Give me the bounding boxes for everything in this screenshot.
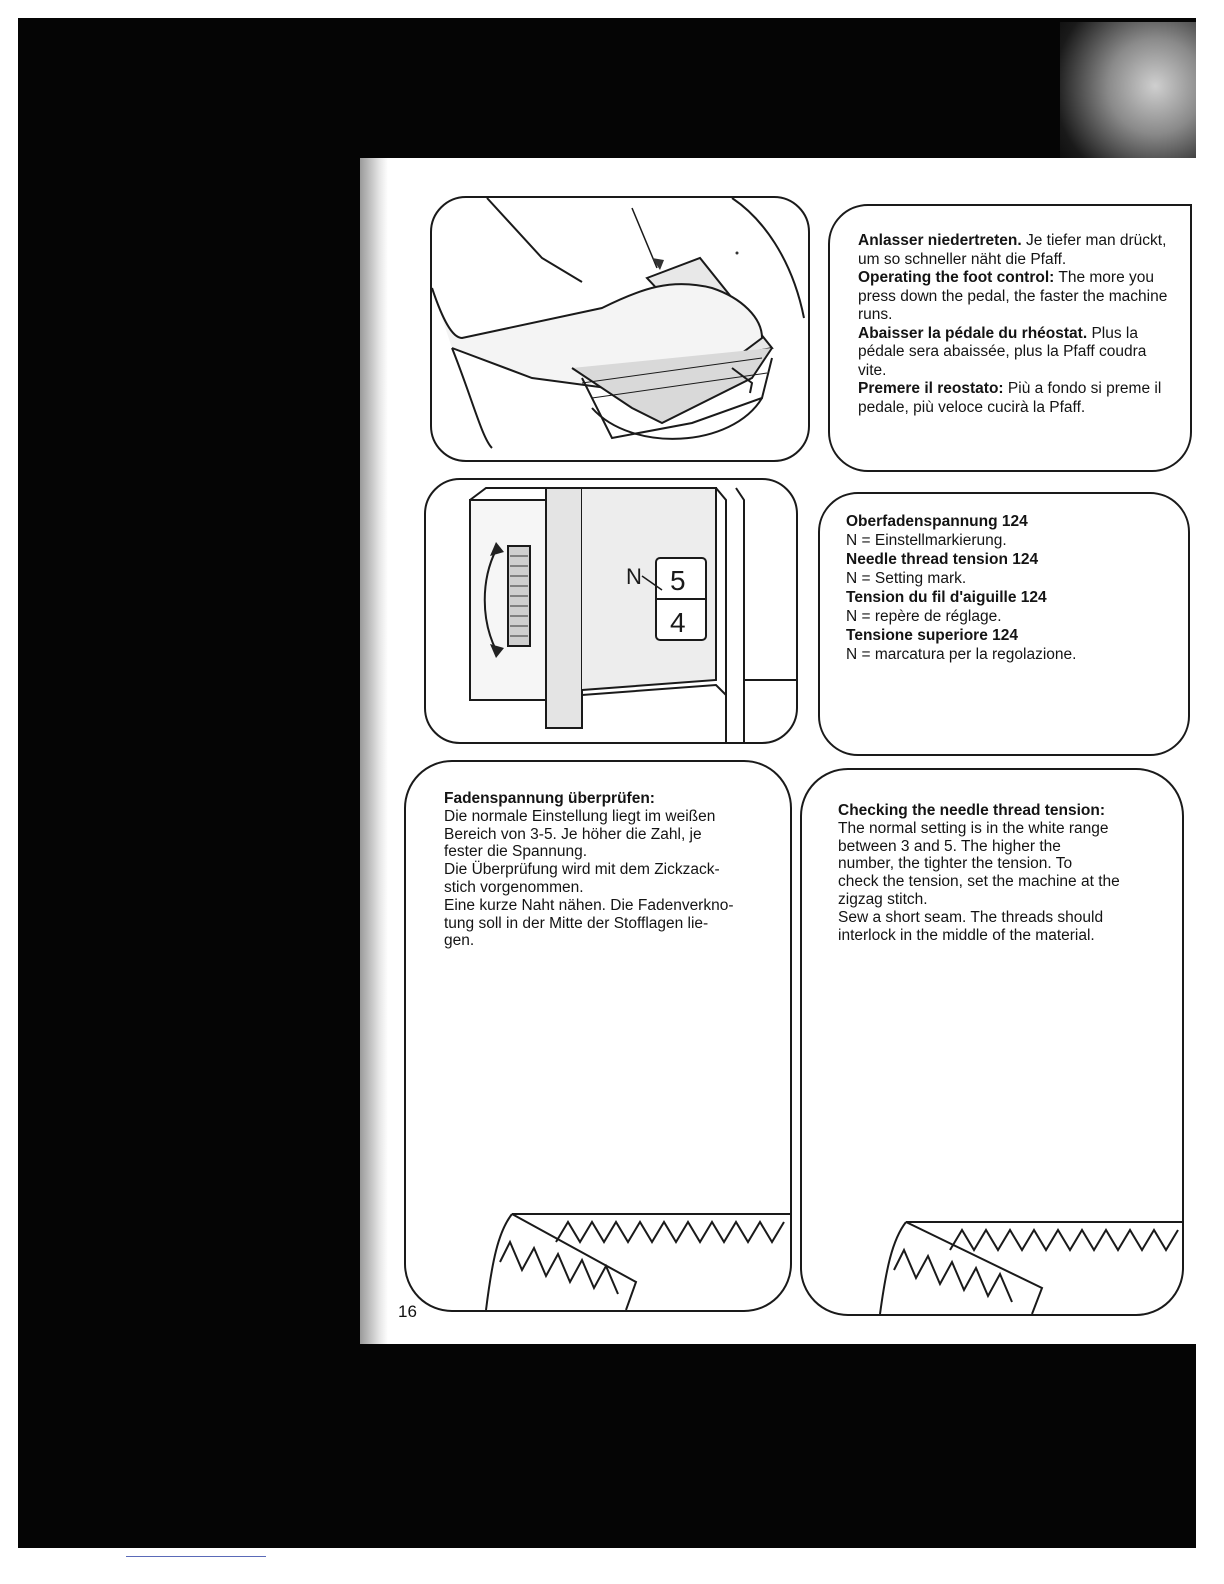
en-tension-title: Needle thread tension 124 (846, 551, 1039, 568)
it-tension-text: N = marcatura per la regolazione. (846, 646, 1077, 663)
en-check-line: check the tension, set the machine at the (838, 873, 1120, 891)
de-check-line: Die normale Einstellung liegt im weißen (444, 807, 716, 825)
en-check-line: Sew a short seam. The threads should (838, 908, 1104, 926)
de-check-line: tung soll in der Mitte der Stofflagen lie- (444, 914, 709, 932)
tension-dial-illustration (426, 480, 796, 742)
fr-tension-text: N = repère de réglage. (846, 608, 1002, 625)
de-check-title: Fadenspannung überprüfen: (444, 790, 655, 807)
page-binding-shadow (360, 158, 388, 1344)
foot-pedal-illustration-panel (430, 196, 810, 462)
check-tension-de-text (444, 790, 774, 950)
dial-number-bottom: 4 (670, 607, 686, 638)
it-tension-title: Tensione superiore 124 (846, 627, 1018, 644)
en-check-title: Checking the needle thread tension: (838, 802, 1105, 819)
de-check-line: Eine kurze Naht nähen. Die Fadenverkno- (444, 896, 734, 914)
en-foot-title: Operating the foot control: (858, 269, 1055, 286)
check-tension-en-text (838, 802, 1168, 944)
de-check-line: Die Überprüfung wird mit dem Zickzack- (444, 861, 720, 879)
en-tension-text: N = Setting mark. (846, 570, 967, 587)
de-check-line: stich vorgenommen. (444, 878, 584, 896)
dial-number-top: 5 (670, 565, 686, 596)
tension-info-text (846, 512, 1176, 664)
fr-foot-title: Abaisser la pédale du rhéostat. (858, 324, 1088, 342)
foot-pedal-illustration (432, 198, 808, 460)
de-foot-title: Anlasser niedertreten. (858, 232, 1022, 249)
de-tension-title: Oberfadenspannung 124 (846, 513, 1028, 530)
foot-control-text (858, 232, 1178, 417)
de-check-line: Bereich von 3-5. Je höher die Zahl, je (444, 825, 702, 843)
en-check-line: interlock in the middle of the material. (838, 926, 1095, 944)
fr-foot-text: Plus la pédale sera abaissée, plus la Pfaff coudra vite. (858, 324, 1147, 379)
footer-link-underline (126, 1556, 266, 1557)
en-check-line: zigzag stitch. (838, 890, 928, 908)
en-check-line: number, the tighter the tension. To (838, 855, 1073, 873)
tension-dial-illustration-panel (424, 478, 798, 744)
en-check-line: The normal setting is in the white range (838, 819, 1109, 837)
de-check-line: fester die Spannung. (444, 843, 588, 861)
it-foot-text: Più a fondo si preme il pedale, più veloce cucirà la Pfaff. (858, 380, 1162, 416)
de-check-line: gen. (444, 932, 475, 950)
en-check-line: between 3 and 5. The higher the (838, 837, 1061, 855)
de-foot-text: Je tiefer man drückt, um so schneller näht die Pfaff. (858, 232, 1167, 268)
fr-tension-title: Tension du fil d'aiguille 124 (846, 589, 1047, 606)
de-tension-text: N = Einstellmarkierung. (846, 532, 1007, 549)
en-foot-text: The more you press down the pedal, the faster the machine runs. (858, 269, 1168, 323)
tension-mark-label: N (626, 564, 642, 589)
it-foot-title: Premere il reostato: (858, 380, 1004, 397)
page-number: 16 (398, 1302, 417, 1321)
